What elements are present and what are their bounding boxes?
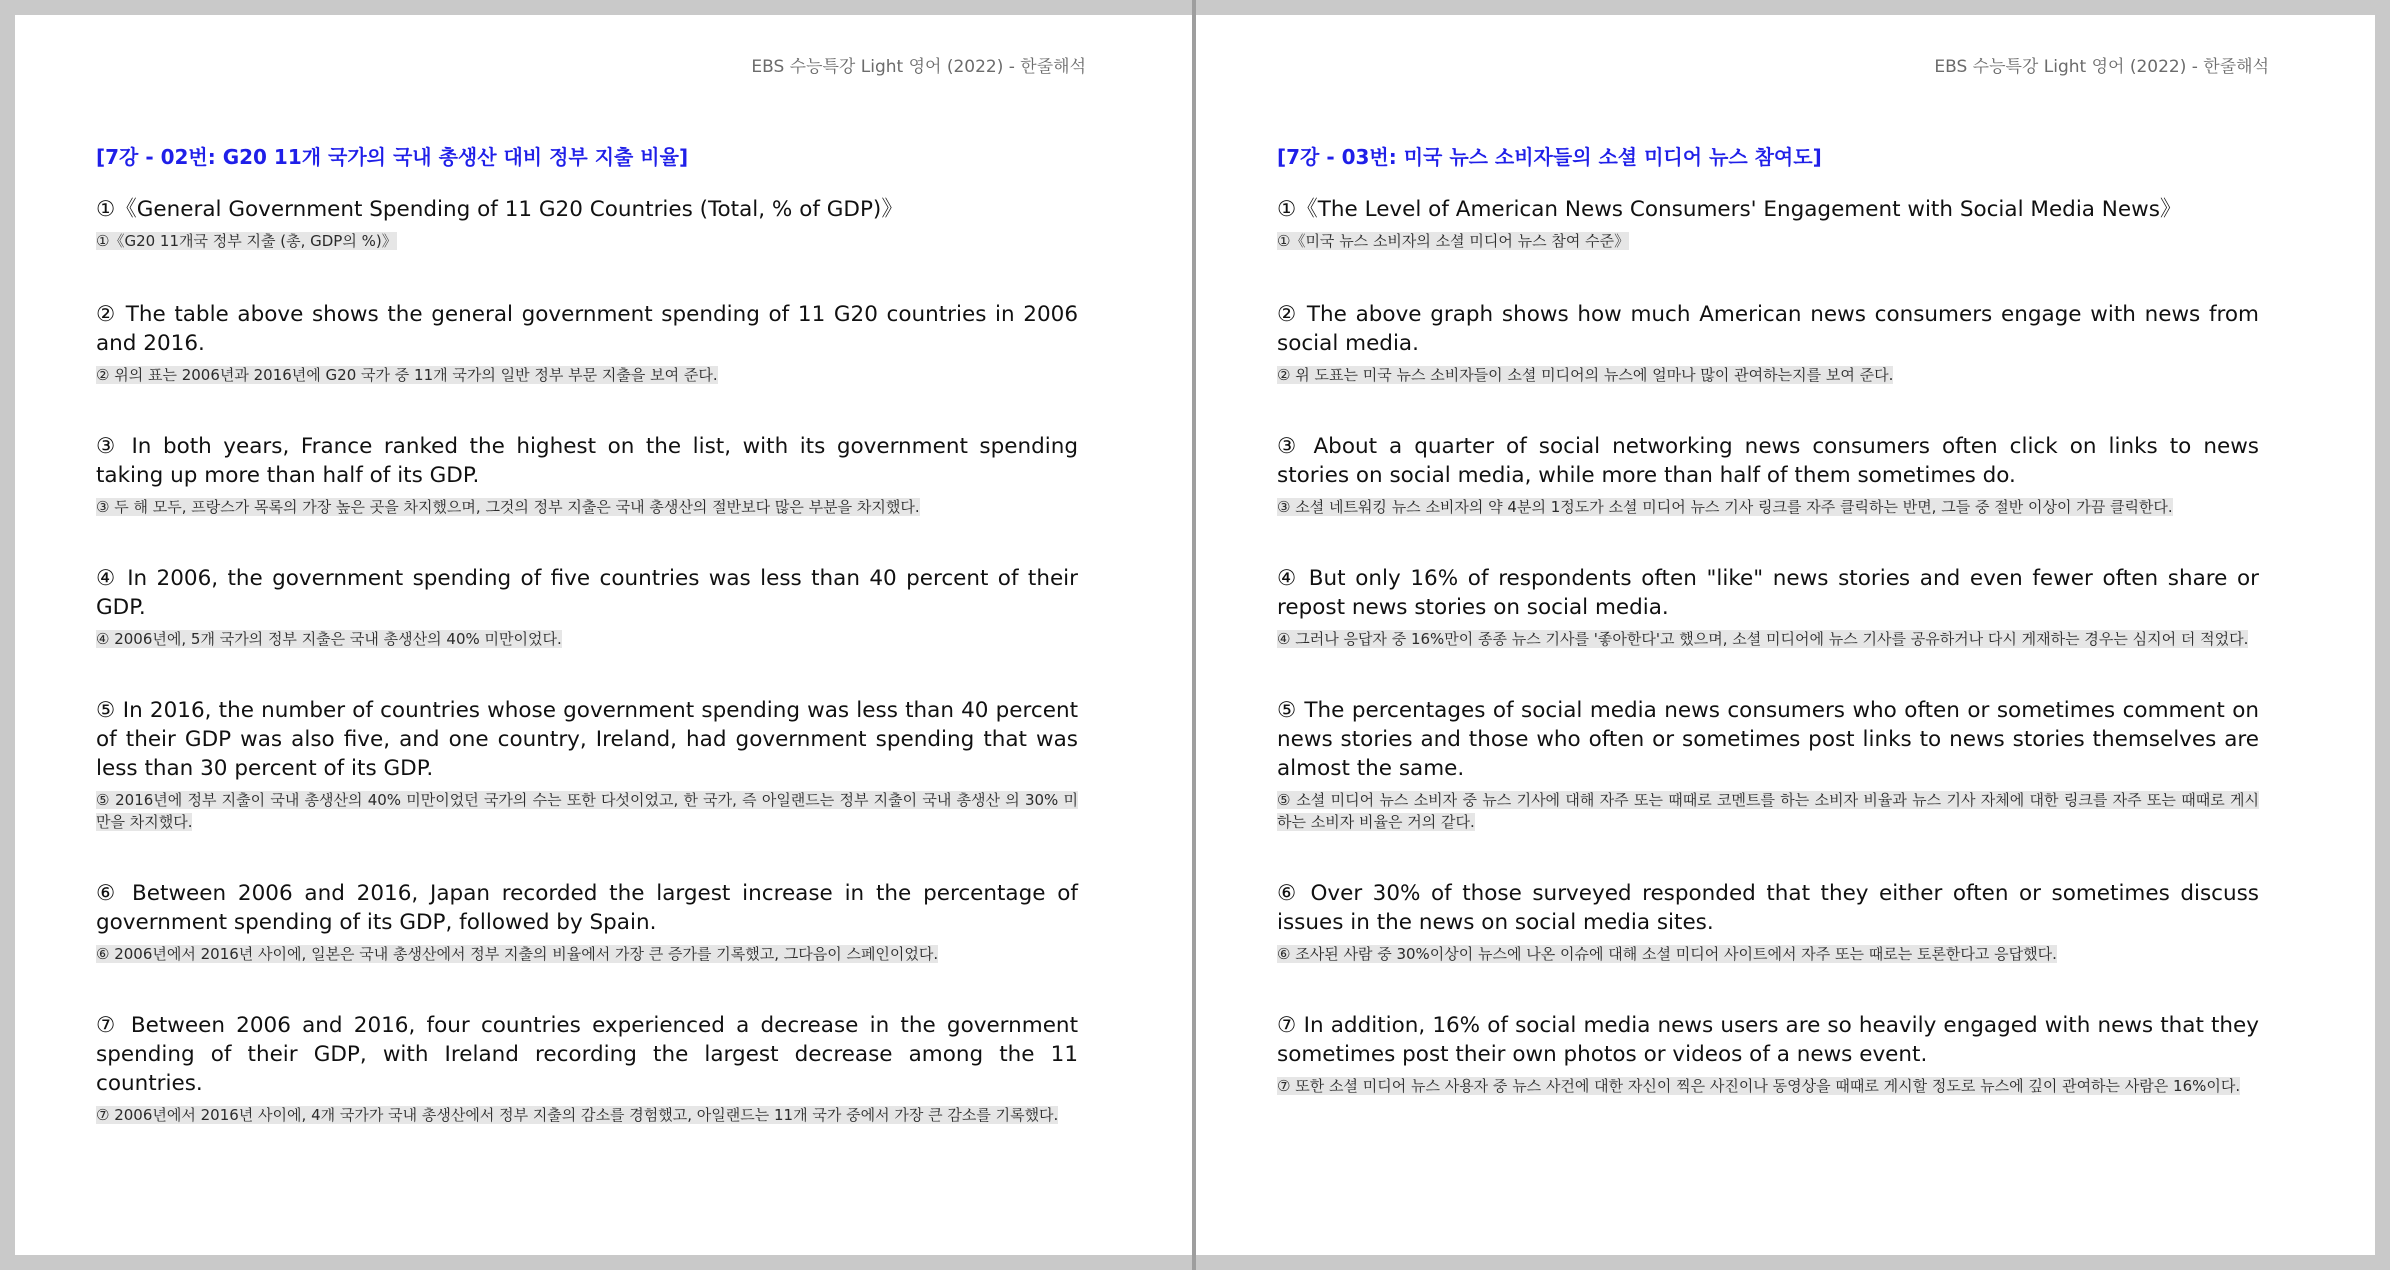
english-sentence: ② The above graph shows how much American news consumers engage with news from social media. — [1277, 302, 2259, 356]
english-sentence: ①《The Level of American News Consumers' Engagement with Social Media News》 — [1277, 197, 2182, 222]
korean-translation-text: ③ 소셜 네트워킹 뉴스 소비자의 약 4분의 1정도가 소셜 미디어 뉴스 기사 링크를 자주 클릭하는 반면, 그들 중 절반 이상이 가끔 클릭한다. — [1277, 498, 2173, 516]
korean-translation-text: ④ 그러나 응답자 중 16%만이 종종 뉴스 기사를 '좋아한다'고 했으며, 소셜 미디어에 뉴스 기사를 공유하거나 다시 게재하는 경우는 심지어 더 적었다. — [1277, 630, 2249, 648]
english-sentence: ⑤ In 2016, the number of countries whose government spending was less than 40 percent of their GDP was also five, and one country, Ireland, had government spending that was less than 30 percent of its GDP. — [96, 698, 1078, 781]
sentence-item — [1277, 195, 2259, 252]
page-content — [96, 133, 1078, 1172]
korean-translation-text: ①《G20 11개국 정부 지출 (총, GDP의 %)》 — [96, 232, 397, 250]
english-sentence: ⑦ Between 2006 and 2016, four countries experienced a decrease in the government spending of their GDP, with Ireland recording the largest decrease among the 11 countries. — [96, 1013, 1078, 1096]
english-sentence: ①《General Government Spending of 11 G20 Countries (Total, % of GDP)》 — [96, 197, 903, 222]
running-header: EBS 수능특강 Light 영어 (2022) - 한줄해석 — [751, 57, 1086, 77]
english-sentence: ③ About a quarter of social networking news consumers often click on links to news stories on social media, while more than half of them sometimes do. — [1277, 434, 2259, 488]
korean-translation — [96, 1104, 1078, 1126]
korean-translation — [96, 943, 1078, 965]
sentence-item — [96, 564, 1078, 650]
page-content — [1277, 133, 2259, 1143]
sentence-item — [1277, 1011, 2259, 1097]
korean-translation — [96, 496, 1078, 518]
sentence-item — [96, 1011, 1078, 1126]
korean-translation — [1277, 230, 2259, 252]
sentence-item — [1277, 564, 2259, 650]
english-sentence: ⑥ Between 2006 and 2016, Japan recorded the largest increase in the percentage of government spending of its GDP, followed by Spain. — [96, 881, 1078, 935]
english-sentence: ⑥ Over 30% of those surveyed responded that they either often or sometimes discuss issues in the news on social media sites. — [1277, 881, 2259, 935]
korean-translation-text: ⑤ 2016년에 정부 지출이 국내 총생산의 40% 미만이었던 국가의 수는 또한 다섯이었고, 한 국가, 즉 아일랜드는 정부 지출이 국내 총생산 의 30% 미만을 차지했다. — [96, 791, 1078, 831]
sentence-item — [96, 696, 1078, 833]
section-title: [7강 - 02번: G20 11개 국가의 국내 총생산 대비 정부 지출 비율] — [96, 145, 689, 169]
english-sentence: ② The table above shows the general government spending of 11 G20 countries in 2006 and 2016. — [96, 302, 1078, 356]
english-sentence: ④ But only 16% of respondents often "like" news stories and even fewer often share or repost news stories on social media. — [1277, 566, 2259, 620]
korean-translation — [96, 364, 1078, 386]
korean-translation — [1277, 628, 2259, 650]
korean-translation — [96, 789, 1078, 833]
sentence-item — [96, 432, 1078, 518]
korean-translation — [1277, 789, 2259, 833]
sentence-item — [96, 879, 1078, 965]
english-sentence: ⑤ The percentages of social media news consumers who often or sometimes comment on news stories and those who often or sometimes post links to news stories themselves are almost the same. — [1277, 698, 2259, 781]
sentence-item — [1277, 432, 2259, 518]
sentence-item — [96, 195, 1078, 252]
english-sentence: ④ In 2006, the government spending of five countries was less than 40 percent of their GDP. — [96, 566, 1078, 620]
korean-translation — [96, 230, 1078, 252]
sentence-item — [1277, 696, 2259, 833]
korean-translation — [1277, 364, 2259, 386]
korean-translation — [96, 628, 1078, 650]
section-title: [7강 - 03번: 미국 뉴스 소비자들의 소셜 미디어 뉴스 참여도] — [1277, 145, 1822, 169]
korean-translation — [1277, 943, 2259, 965]
running-header: EBS 수능특강 Light 영어 (2022) - 한줄해석 — [1934, 57, 2269, 77]
korean-translation-text: ⑤ 소셜 미디어 뉴스 소비자 중 뉴스 기사에 대해 자주 또는 때때로 코멘트를 하는 소비자 비율과 뉴스 기사 자체에 대한 링크를 자주 또는 때때로 게시하는 소비자 비율은 거의 같다. — [1277, 791, 2259, 831]
sentence-item — [1277, 300, 2259, 386]
korean-translation-text: ④ 2006년에, 5개 국가의 정부 지출은 국내 총생산의 40% 미만이었다. — [96, 630, 562, 648]
right-page — [1196, 15, 2375, 1255]
left-page — [15, 15, 1192, 1255]
korean-translation-text: ⑦ 또한 소셜 미디어 뉴스 사용자 중 뉴스 사건에 대한 자신이 찍은 사진이나 동영상을 때때로 게시할 정도로 뉴스에 깊이 관여하는 사람은 16%이다. — [1277, 1077, 2241, 1095]
sentence-item — [96, 300, 1078, 386]
english-sentence: ③ In both years, France ranked the highest on the list, with its government spending taking up more than half of its GDP. — [96, 434, 1078, 488]
korean-translation-text: ⑥ 2006년에서 2016년 사이에, 일본은 국내 총생산에서 정부 지출의 비율에서 가장 큰 증가를 기록했고, 그다음이 스페인이었다. — [96, 945, 939, 963]
english-sentence: ⑦ In addition, 16% of social media news users are so heavily engaged with news that they sometimes post their own photos or videos of a news event. — [1277, 1013, 2259, 1067]
korean-translation-text: ①《미국 뉴스 소비자의 소셜 미디어 뉴스 참여 수준》 — [1277, 232, 1630, 250]
korean-translation — [1277, 1075, 2259, 1097]
korean-translation-text: ② 위의 표는 2006년과 2016년에 G20 국가 중 11개 국가의 일반 정부 부문 지출을 보여 준다. — [96, 366, 718, 384]
korean-translation-text: ⑥ 조사된 사람 중 30%이상이 뉴스에 나온 이슈에 대해 소셜 미디어 사이트에서 자주 또는 때로는 토론한다고 응답했다. — [1277, 945, 2057, 963]
sentence-item — [1277, 879, 2259, 965]
korean-translation-text: ③ 두 해 모두, 프랑스가 목록의 가장 높은 곳을 차지했으며, 그것의 정부 지출은 국내 총생산의 절반보다 많은 부분을 차지했다. — [96, 498, 920, 516]
korean-translation-text: ⑦ 2006년에서 2016년 사이에, 4개 국가가 국내 총생산에서 정부 지출의 감소를 경험했고, 아일랜드는 11개 국가 중에서 가장 큰 감소를 기록했다. — [96, 1106, 1059, 1124]
korean-translation — [1277, 496, 2259, 518]
korean-translation-text: ② 위 도표는 미국 뉴스 소비자들이 소셜 미디어의 뉴스에 얼마나 많이 관여하는지를 보여 준다. — [1277, 366, 1894, 384]
